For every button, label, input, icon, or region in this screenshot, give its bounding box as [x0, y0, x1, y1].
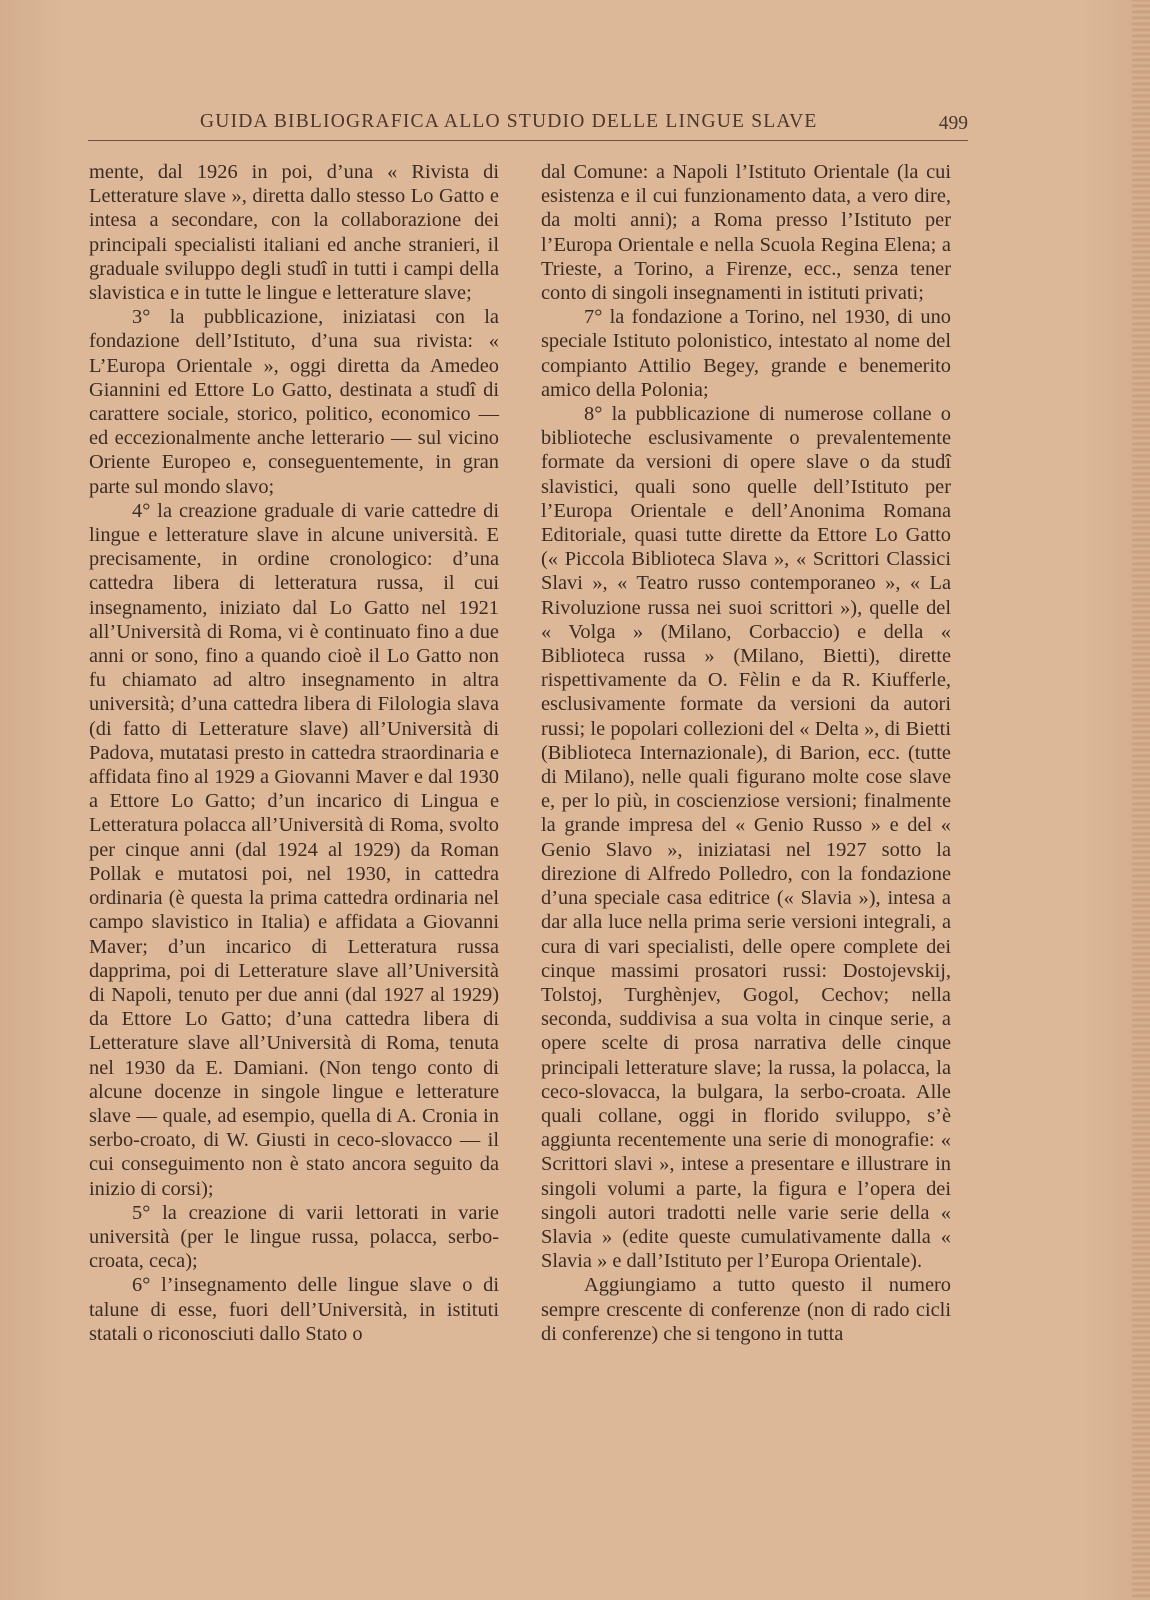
paragraph: 7° la fondazione a Torino, nel 1930, di uno speciale Istituto polonistico, intestato al nome del compianto Attilio Begey, grande e benemerito amico della Polonia;: [541, 306, 951, 401]
header-rule: [88, 140, 968, 141]
paragraph: 8° la pubblicazione di numerose collane o biblioteche esclusivamente o prevalentemente formate da versioni di opere slave o da studî slavistici, quali sono quelle dell’Istituto per l’Europa Orientale e dell’Anonima Romana Editoriale, quasi tutte dirette da Ettore Lo Gatto (« Piccola Biblioteca Slava », « Scrittori Classici Slavi », « Teatro russo contemporaneo », « La Rivoluzione russa nei suoi scrittori »), quelle del « Volga » (Milano, Corbaccio) e della « Biblioteca russa » (Milano, Bietti), dirette rispettivamente da O. Fèlin e da R. Kiufferle, esclusivamente formate da versioni da autori russi; le popolari collezioni del « Delta », di Bietti (Biblioteca Internazionale), di Barion, ecc. (tutte di Milano), nelle quali figurano molte cose slave e, per lo più, in coscienziose versioni; finalmente la grande impresa del « Genio Russo » e del « Genio Slavo », iniziatasi nel 1927 sotto la direzione di Alfredo Polledro, con la fondazione d’una speciale casa editrice (« Slavia »), intesa a dar alla luce nella prima serie versioni integrali, a cura di vari specialisti, delle opere complete dei cinque massimi prosatori russi: Dostojevskij, Tolstoj, Turghènjev, Gogol, Cechov; nella seconda, suddivisa a sua volta in cinque serie, a opere scelte di prosa narrativa delle cinque principali letterature slave; la russa, la polacca, la ceco-slovacca, la bulgara, la serbo-croata. Alle quali collane, oggi in florido sviluppo, s’è aggiunta recentemente una serie di monografie: « Scrittori slavi », intese a presentare e illustrare in singoli volumi a parte, la figura e l’opera dei singoli autori tradotti nelle varie serie della « Slavia » (edite queste cumulativamente dalla « Slavia » e dall’Istituto per l’Europa Orientale).: [541, 403, 951, 1273]
page-header: [88, 111, 968, 141]
paragraph: 5° la creazione di varii lettorati in varie università (per le lingue russa, polacca, serbo-croata, ceca);: [89, 1201, 499, 1273]
paragraph: Aggiungiamo a tutto questo il numero sempre crescente di conferenze (non di rado cicli di conferenze) che si tengono in tutta: [541, 1274, 951, 1345]
paragraph: mente, dal 1926 in poi, d’una « Rivista di Letterature slave », diretta dallo stesso Lo Gatto e intesa a secondare, con la collaborazione dei principali specialisti italiani ed anche stranieri, il graduale sviluppo degli studî in tutti i campi della slavistica e in tutte le lingue e letterature slave;: [89, 161, 499, 305]
running-head: GUIDA BIBLIOGRAFICA ALLO STUDIO DELLE LINGUE SLAVE: [200, 111, 818, 132]
page-edge: [1132, 0, 1150, 1600]
page-number: 499: [938, 113, 968, 134]
paragraph: 3° la pubblicazione, iniziatasi con la fondazione dell’Istituto, d’una sua rivista: « L’Europa Orientale », oggi diretta da Amedeo Giannini ed Ettore Lo Gatto, destinata a studî di carattere sociale, storico, politico, economico — ed eccezionalmente anche letterario — sul vicino Oriente Europeo e, conseguentemente, in gran parte sul mondo slavo;: [89, 306, 499, 498]
left-column: [89, 160, 499, 1346]
paragraph: 4° la creazione graduale di varie cattedre di lingue e letterature slave in alcune università. E precisamente, in ordine cronologico: d’una cattedra libera di letteratura russa, il cui insegnamento, iniziato dal Lo Gatto nel 1921 all’Università di Roma, vi è continuato fino a due anni or sono, fino a quando cioè il Lo Gatto non fu chiamato ad altro insegnamento in altra università; d’una cattedra libera di Filologia slava (di fatto di Letterature slave) all’Università di Padova, mutatasi presto in cattedra straordinaria e affidata fino al 1929 a Giovanni Maver e dal 1930 a Ettore Lo Gatto; d’un incarico di Lingua e Letteratura polacca all’Università di Roma, svolto per cinque anni (dal 1924 al 1929) da Roman Pollak e mutatosi poi, nel 1930, in cattedra ordinaria (è questa la prima cattedra ordinaria nel campo slavistico in Italia) e affidata a Giovanni Maver; d’un incarico di Letteratura russa dapprima, poi di Letterature slave all’Università di Napoli, tenuto per due anni (dal 1927 al 1929) da Ettore Lo Gatto; d’una cattedra libera di Letterature slave all’Università di Roma, tenuta nel 1930 da E. Damiani. (Non tengo conto di alcune docenze in singole lingue e letterature slave — quale, ad esempio, quella di A. Cronia in serbo-croato, di W. Giusti in ceco-slovacco — il cui conseguimento non è stato ancora seguito da inizio di corsi);: [89, 499, 499, 1200]
right-column: [541, 160, 951, 1346]
paragraph: 6° l’insegnamento delle lingue slave o di talune di esse, fuori dell’Università, in istituti statali o riconosciuti dallo Stato o: [89, 1274, 499, 1345]
paragraph: dal Comune: a Napoli l’Istituto Orientale (la cui esistenza e il cui funzionamento data, a vero dire, da molti anni); a Roma presso l’Istituto per l’Europa Orientale e nella Scuola Regina Elena; a Trieste, a Torino, a Firenze, ecc., senza tener conto di singoli insegnamenti in istituti privati;: [541, 161, 951, 305]
